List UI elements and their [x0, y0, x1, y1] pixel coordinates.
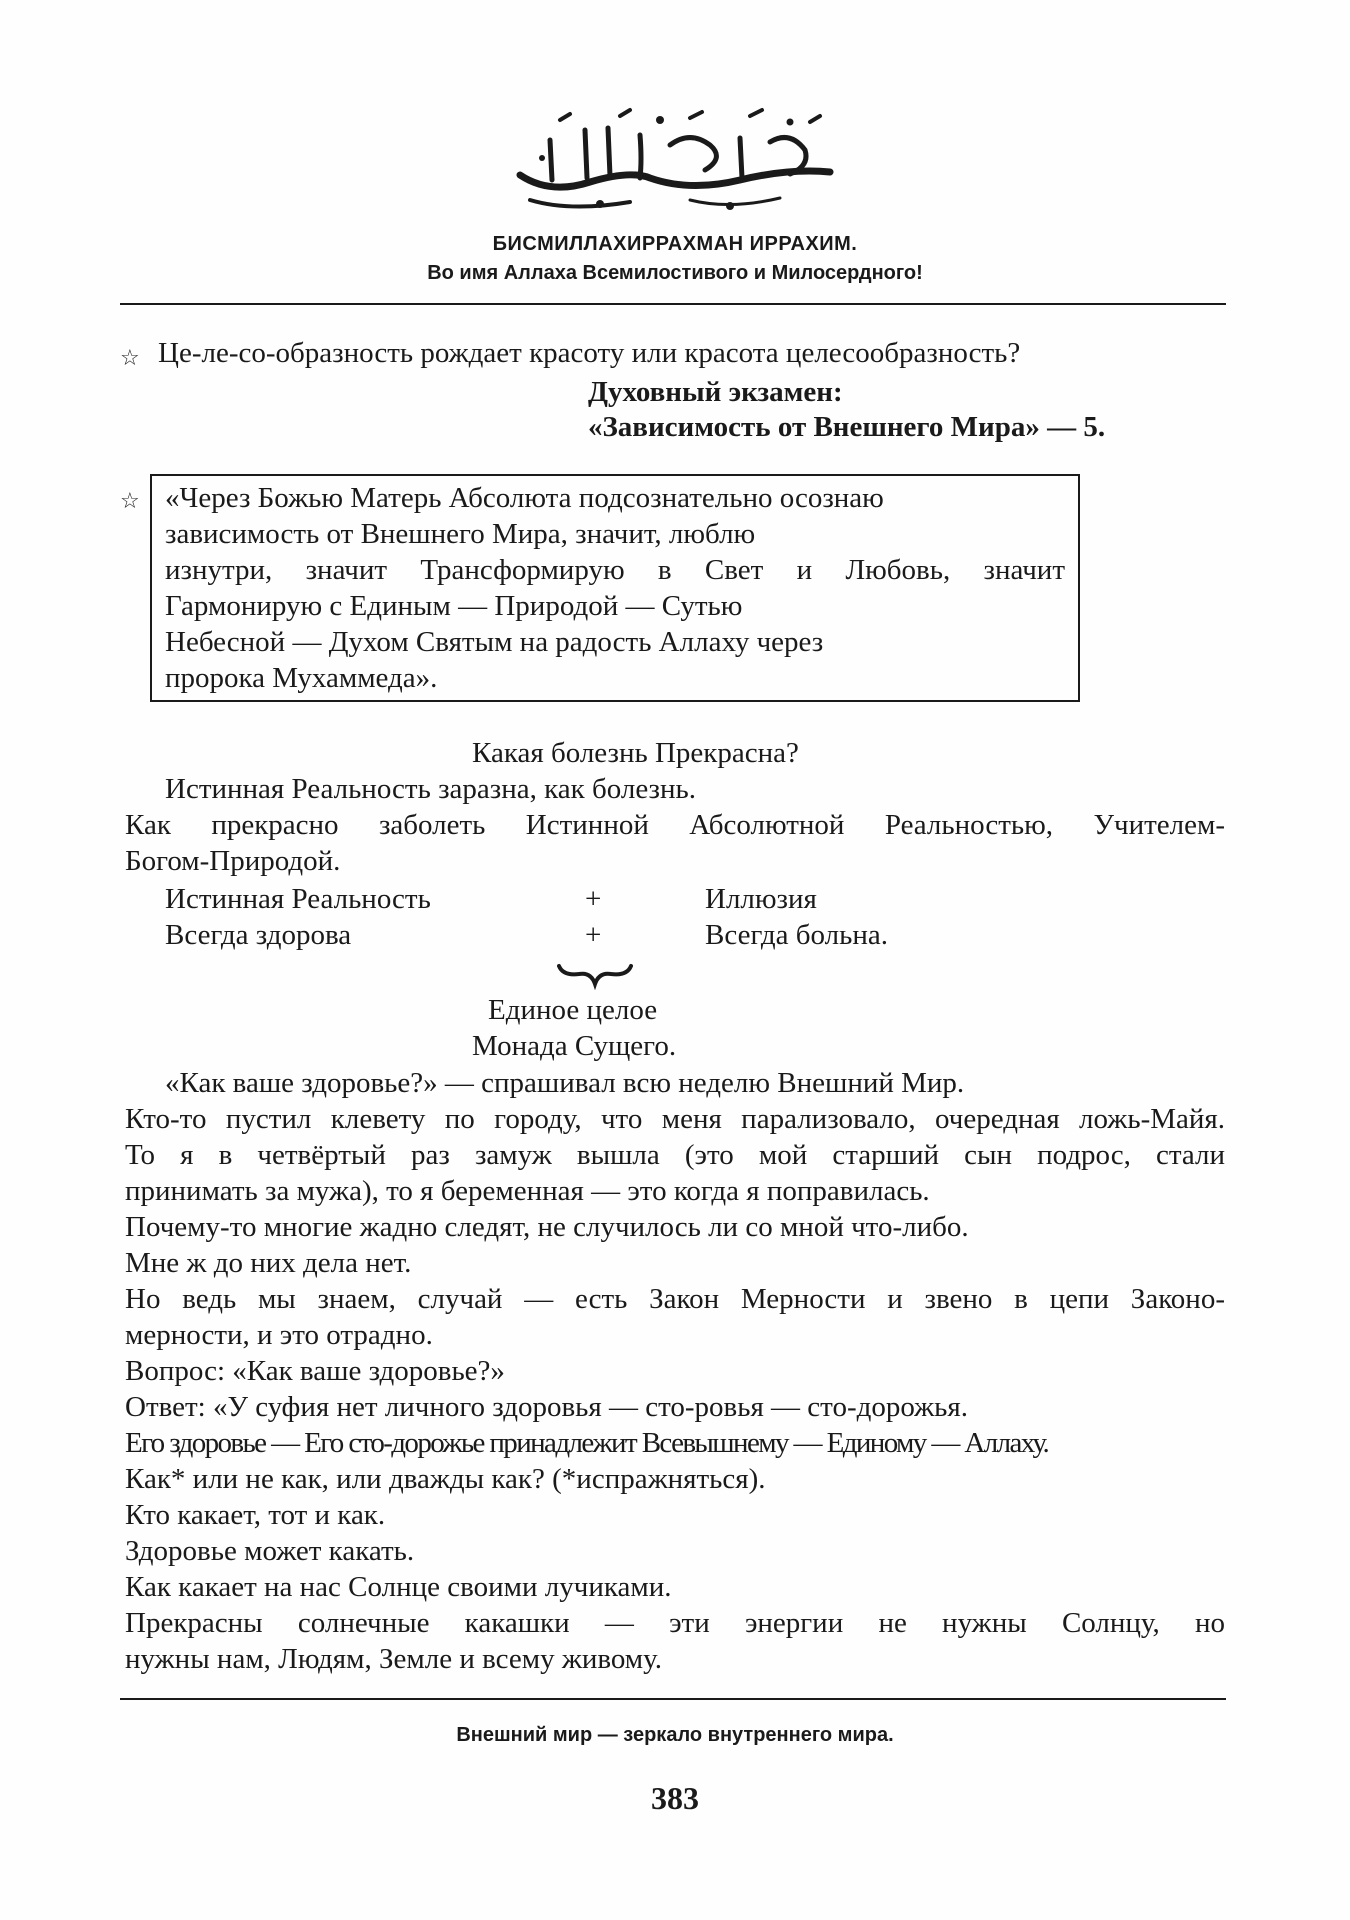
table-row2-plus: +	[585, 919, 602, 951]
body-line: Кто какает, тот и как.	[125, 1499, 386, 1531]
footer-note: Внешний мир — зеркало внутреннего мира.	[456, 1724, 894, 1746]
body-line: Здоровье может какать.	[125, 1535, 415, 1567]
box-line: зависимость от Внешнего Мира, значит, люблю	[165, 518, 756, 550]
box-line: изнутри, значит Трансформирую в Свет и Любовь, значит	[165, 554, 1065, 586]
star-icon: ☆	[120, 489, 140, 514]
body-line: Прекрасны солнечные какашки — эти энергии не нужны Солнцу, но	[125, 1607, 1225, 1639]
table-row2-right: Всегда больна.	[705, 919, 888, 951]
body-line: Почему-то многие жадно следят, не случилось ли со мной что-либо.	[125, 1211, 969, 1243]
underbrace-icon	[555, 960, 635, 990]
body-line: Но ведь мы знаем, случай — есть Закон Мерности и звено в цепи Законо-	[125, 1283, 1225, 1315]
box-line: «Через Божью Матерь Абсолюта подсознательно осознаю	[165, 482, 884, 514]
exam-subtitle: «Зависимость от Внешнего Мира» — 5.	[588, 411, 1106, 443]
body-line: Вопрос: «Как ваше здоровье?»	[125, 1355, 505, 1387]
body-line: нужны нам, Людям, Земле и всему живому.	[125, 1643, 663, 1675]
table-row1-plus: +	[585, 883, 602, 915]
box-line: пророка Мухаммеда».	[165, 662, 438, 694]
header-title: БИСМИЛЛАХИРРАХМАН ИРРАХИМ.	[492, 233, 858, 255]
box-line: Гармонирую с Единым — Природой — Сутью	[165, 590, 743, 622]
section-line: Истинная Реальность заразна, как болезнь.	[165, 773, 696, 805]
header-rule	[120, 303, 1226, 305]
body-line: То я в четвёртый раз замуж вышла (это мой старший сын подрос, стали	[125, 1139, 1225, 1171]
body-line: Ответ: «У суфия нет личного здоровья — сто-ровья — сто-дорожья.	[125, 1391, 968, 1423]
table-result1: Единое целое	[488, 994, 658, 1026]
section-heading: Какая болезнь Прекрасна?	[472, 737, 799, 769]
box-line: Небесной — Духом Святым на радость Аллаху через	[165, 626, 824, 658]
table-row1-left: Истинная Реальность	[165, 883, 431, 915]
body-line: мерности, и это отрадно.	[125, 1319, 433, 1351]
page-number: 383	[651, 1780, 699, 1816]
section-line: Богом-Природой.	[125, 845, 341, 877]
intro-question: Це-ле-со-образность рождает красоту или красота целесообразность?	[158, 337, 1021, 369]
body-line: принимать за мужа), то я беременная — это когда я поправилась.	[125, 1175, 930, 1207]
table-result2: Монада Сущего.	[472, 1030, 677, 1062]
body-line: Как какает на нас Солнце своими лучиками.	[125, 1571, 672, 1603]
section-line: Как прекрасно заболеть Истинной Абсолютной Реальностью, Учителем-	[125, 809, 1225, 841]
body-line: Его здоровье — Его сто-дорожье принадлежит Всевышнему — Единому — Аллаху.	[125, 1427, 1049, 1459]
header-subtitle: Во имя Аллаха Всемилостивого и Милосердного!	[427, 262, 923, 284]
star-icon: ☆	[120, 346, 140, 371]
body-line: Кто-то пустил клевету по городу, что меня парализовало, очередная ложь-Майя.	[125, 1103, 1225, 1135]
body-line: Как* или не как, или дважды как? (*испражняться).	[125, 1463, 766, 1495]
bismillah-calligraphy	[490, 100, 860, 220]
body-line: «Как ваше здоровье?» — спрашивал всю неделю Внешний Мир.	[165, 1067, 965, 1099]
footer-rule	[120, 1698, 1226, 1700]
exam-title: Духовный экзамен:	[588, 376, 843, 408]
table-row2-left: Всегда здорова	[165, 919, 352, 951]
body-line: Мне ж до них дела нет.	[125, 1247, 412, 1279]
table-row1-right: Иллюзия	[705, 883, 817, 915]
